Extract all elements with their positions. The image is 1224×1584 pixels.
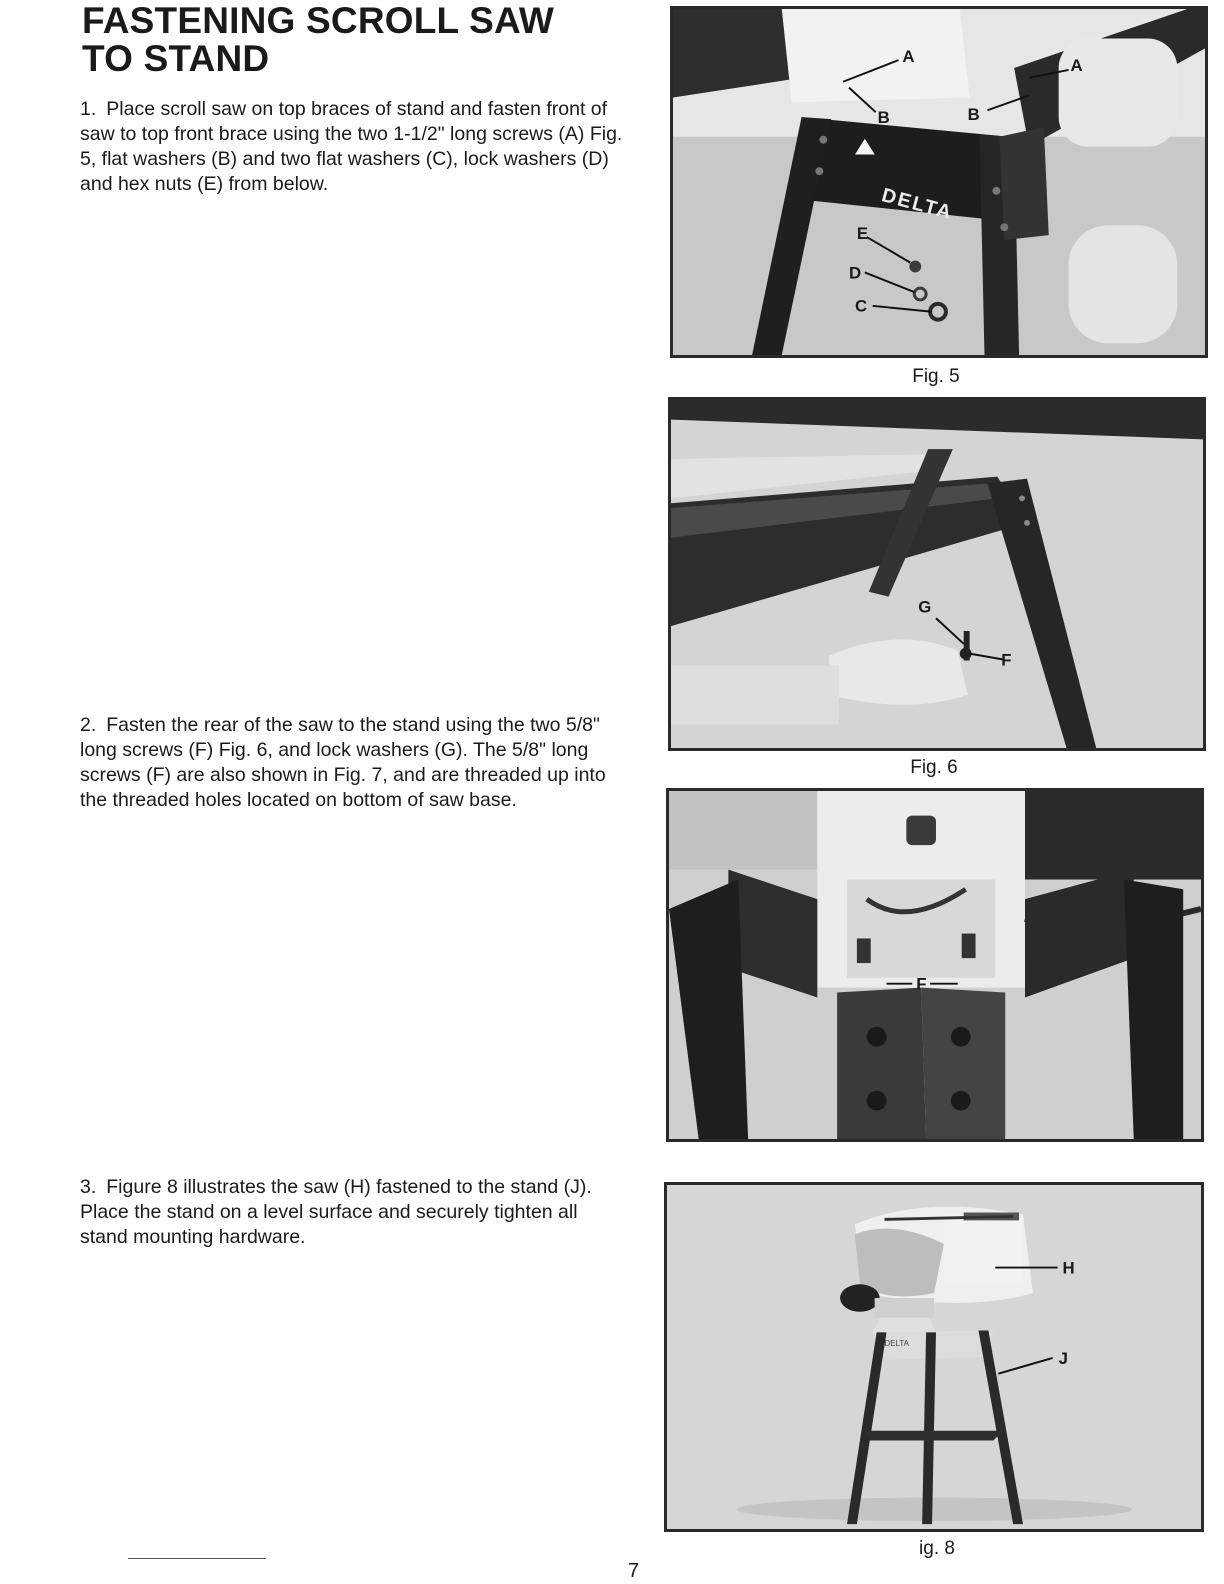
- step-2-text: Fasten the rear of the saw to the stand using the two 5/8" long screws (F) Fig. 6, and lock washers (G). The 5/8" long screws (F) are also shown in Fig. 7, and are threaded up into the threaded holes located on bottom of saw base.: [80, 714, 606, 811]
- fig5-label-c: C: [854, 296, 868, 316]
- step-3-number: 3.: [80, 1176, 97, 1198]
- fig5-label-a-right: A: [1070, 55, 1083, 75]
- fig5-brand-text: DELTA: [879, 184, 956, 225]
- fig7-label-f: F: [916, 974, 927, 994]
- footer-rule: [128, 1558, 266, 1559]
- figure-8-photo: [664, 1182, 1204, 1532]
- fig5-label-d: D: [849, 263, 862, 283]
- fig6-label-g: G: [918, 597, 932, 617]
- figure-5-photo: [670, 6, 1208, 358]
- figure-8-caption: ig. 8: [919, 1538, 955, 1559]
- figure-5-caption: Fig. 5: [912, 366, 960, 387]
- fig8-brand-text: DELTA: [884, 1339, 909, 1349]
- figure-7-photo: [666, 788, 1204, 1142]
- step-1-number: 1.: [80, 98, 97, 120]
- title-line-2: TO STAND: [82, 38, 270, 79]
- step-2-number: 2.: [80, 714, 97, 736]
- fig8-label-j: J: [1058, 1348, 1068, 1368]
- fig8-label-h: H: [1062, 1258, 1075, 1278]
- step-3: [80, 1175, 625, 1250]
- fig5-label-e: E: [856, 224, 869, 243]
- fig6-label-f: F: [1001, 650, 1012, 670]
- page-number: 7: [628, 1560, 640, 1582]
- step-3-text: Figure 8 illustrates the saw (H) fastened to the stand (J). Place the stand on a level surface and securely tighten all stand mounting hardware.: [80, 1176, 592, 1248]
- fig5-label-a-left: A: [902, 47, 915, 67]
- step-2: [80, 713, 625, 813]
- step-1: [80, 97, 625, 197]
- page-title: [82, 2, 642, 78]
- fig5-label-b-left: B: [877, 108, 890, 128]
- figure-6-caption: Fig. 6: [910, 757, 958, 778]
- fig5-label-b-right: B: [967, 105, 980, 125]
- title-line-1: FASTENING SCROLL SAW: [82, 0, 555, 41]
- step-1-text: Place scroll saw on top braces of stand and fasten front of saw to top front brace using the two 1-1/2" long screws (A) Fig. 5, flat washers (B) and two flat washers (C), lock washers (D) and hex nuts (E) from below.: [80, 98, 623, 195]
- figure-6-photo: [668, 397, 1206, 751]
